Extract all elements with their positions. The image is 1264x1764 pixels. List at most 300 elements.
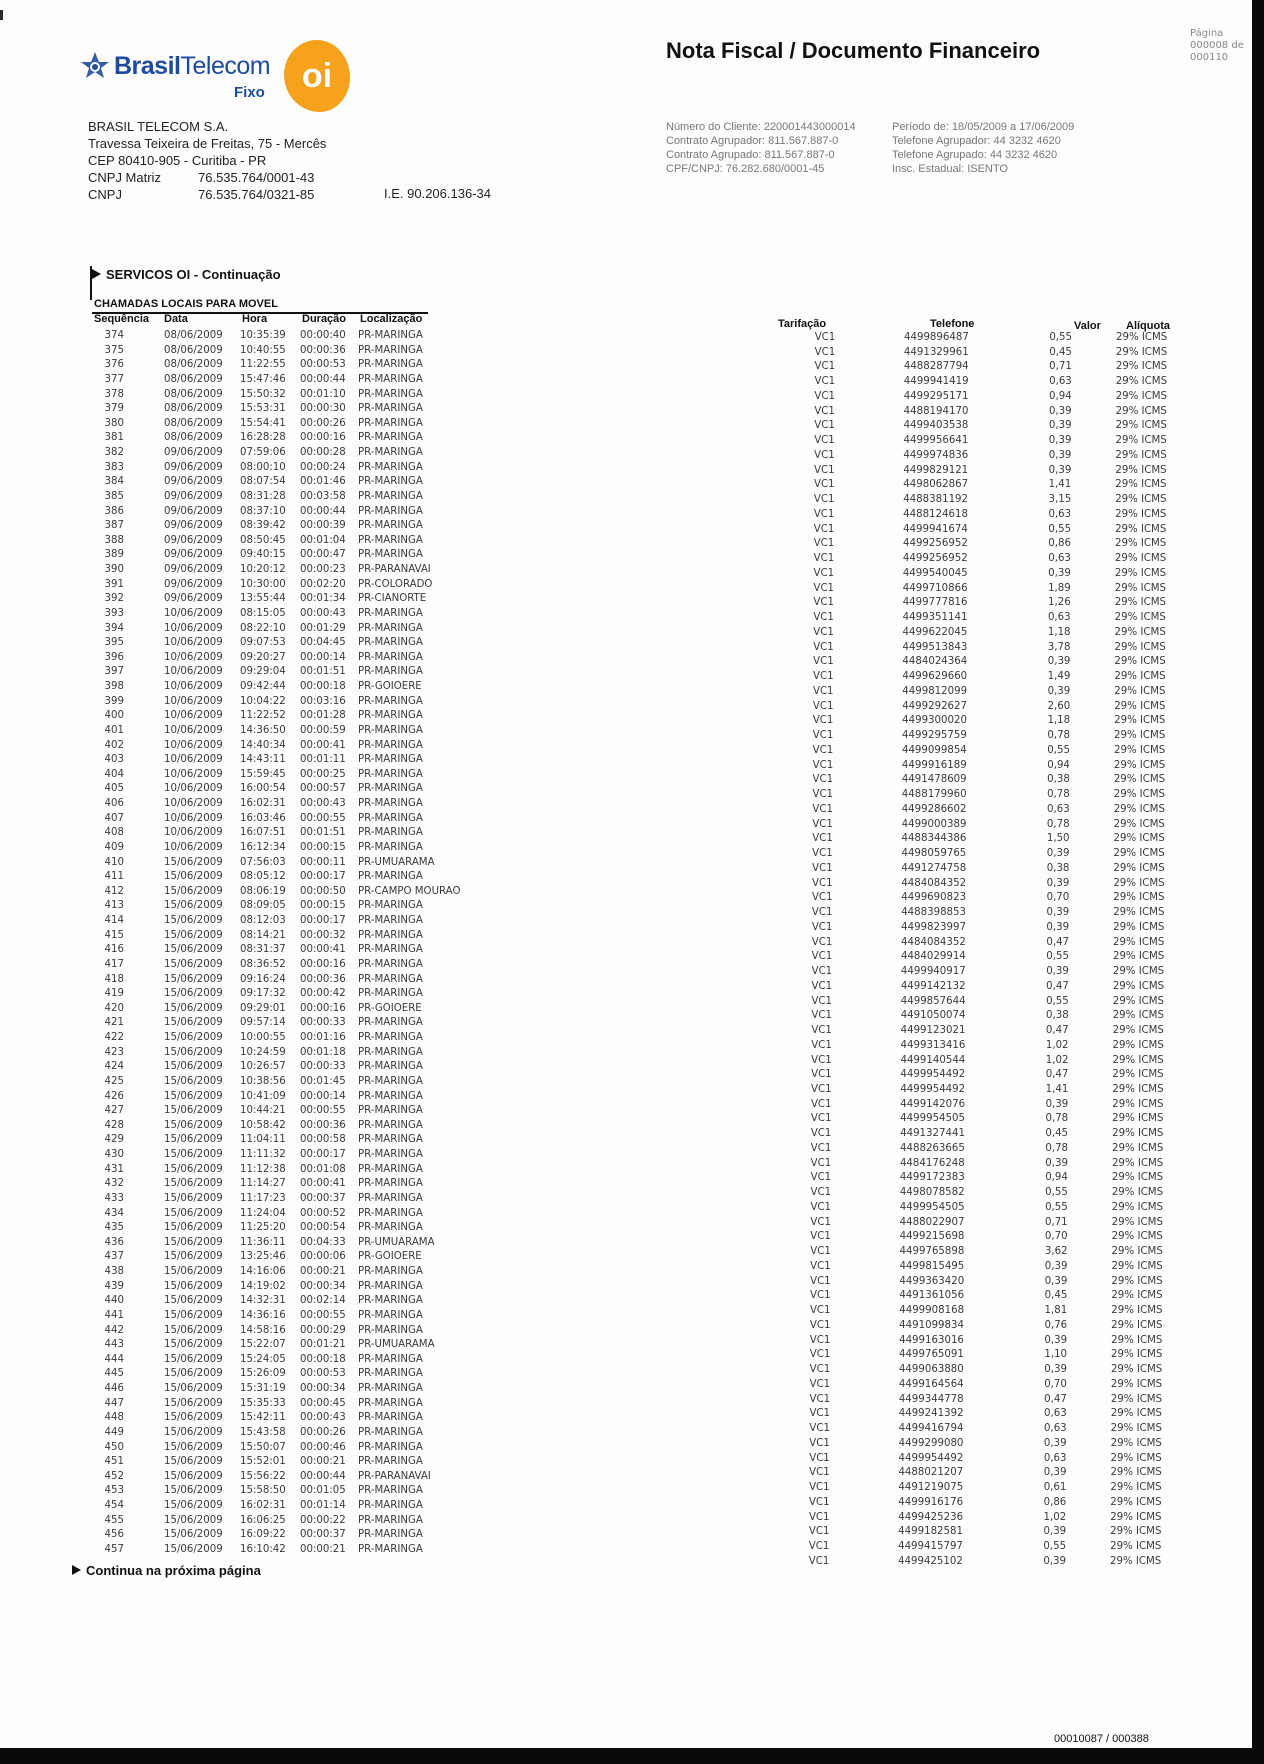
- cell-hora: 07:56:03: [240, 856, 286, 868]
- cell-hora: 15:31:19: [240, 1383, 286, 1394]
- cell-sequencia: 451: [104, 1456, 124, 1468]
- cell-localizacao: PR-MARINGA: [358, 359, 423, 371]
- cell-valor: 0,63: [1044, 1408, 1067, 1420]
- cell-telefone: 4488344386: [901, 833, 967, 845]
- cell-sequencia: 442: [104, 1324, 124, 1336]
- cell-valor: 0,39: [1044, 1334, 1068, 1346]
- cell-duracao: 00:00:32: [300, 929, 346, 941]
- cnpj-matriz-row: [88, 169, 326, 186]
- cell-aliquota: 29% ICMS: [1115, 523, 1167, 535]
- cell-hora: 08:39:42: [240, 520, 286, 532]
- cell-telefone: 4499956641: [903, 435, 969, 447]
- cell-valor: 0,86: [1048, 538, 1071, 550]
- cell-sequencia: 384: [104, 476, 124, 488]
- cell-aliquota: 29% ICMS: [1113, 936, 1165, 948]
- cell-tarifacao: VC1: [809, 1334, 831, 1346]
- cell-data: 10/06/2009: [164, 812, 223, 824]
- cell-data: 15/06/2009: [164, 988, 223, 1000]
- cell-hora: 15:24:05: [240, 1353, 286, 1365]
- cell-localizacao: PR-MARINGA: [358, 900, 423, 912]
- cell-telefone: 4499299080: [898, 1437, 964, 1449]
- cell-hora: 08:06:19: [240, 885, 286, 897]
- cell-valor: 2,60: [1047, 700, 1071, 712]
- cell-telefone: 4499941674: [903, 523, 968, 535]
- cell-telefone: 4499123021: [900, 1025, 966, 1036]
- cell-tarifacao: VC1: [809, 1378, 831, 1390]
- cell-duracao: 00:03:58: [300, 490, 346, 502]
- cell-hora: 15:50:32: [240, 388, 286, 400]
- pagina-value: 000008 de 000110: [1190, 40, 1244, 63]
- cell-sequencia: 420: [104, 1002, 124, 1014]
- cell-valor: 0,55: [1045, 1187, 1068, 1199]
- cell-sequencia: 448: [104, 1412, 124, 1424]
- cell-tarifacao: VC1: [814, 405, 835, 417]
- cell-hora: 15:50:07: [240, 1441, 286, 1453]
- cell-duracao: 00:01:18: [300, 1046, 346, 1058]
- cell-telefone: 4499954492: [898, 1452, 964, 1464]
- cell-telefone: 4491329961: [903, 346, 969, 358]
- cell-telefone: 4499295759: [902, 730, 967, 742]
- numero-cliente: Número do Cliente: 220001443000014: [666, 121, 856, 133]
- cell-valor: 0,39: [1048, 405, 1072, 417]
- cell-telefone: 4499908168: [899, 1305, 965, 1317]
- cell-localizacao: PR-MARINGA: [358, 724, 423, 736]
- cell-tarifacao: VC1: [811, 951, 833, 963]
- cell-sequencia: 388: [104, 534, 124, 546]
- cell-duracao: 00:00:37: [300, 1529, 346, 1541]
- cell-localizacao: PR-MARINGA: [358, 1456, 423, 1468]
- cell-hora: 14:43:11: [240, 754, 286, 766]
- cell-data: 15/06/2009: [164, 1470, 223, 1482]
- cell-localizacao: PR-MARINGA: [358, 622, 423, 634]
- cell-telefone: 4499313416: [900, 1039, 966, 1051]
- cell-duracao: 00:00:36: [300, 1119, 346, 1131]
- cell-sequencia: 432: [104, 1178, 124, 1190]
- cell-valor: 0,47: [1045, 1025, 1069, 1036]
- cell-duracao: 00:00:16: [300, 1002, 346, 1014]
- cell-aliquota: 29% ICMS: [1111, 1305, 1163, 1317]
- cell-duracao: 00:04:45: [300, 637, 346, 649]
- cell-aliquota: 29% ICMS: [1112, 1025, 1164, 1036]
- cnpj-value: 76.535.764/0321-85: [198, 187, 315, 202]
- cell-data: 15/06/2009: [164, 915, 223, 926]
- cell-telefone: 4499099854: [901, 744, 967, 756]
- cell-hora: 15:42:11: [240, 1412, 286, 1424]
- col-aliquota: Alíquota: [1126, 320, 1170, 332]
- oi-logo: oi: [284, 40, 350, 112]
- cell-sequencia: 394: [104, 622, 124, 634]
- cell-localizacao: PR-MARINGA: [358, 739, 423, 751]
- cell-duracao: 00:00:14: [300, 651, 346, 663]
- cell-tarifacao: VC1: [811, 995, 833, 1007]
- cell-duracao: 00:00:11: [300, 856, 346, 868]
- cell-aliquota: 29% ICMS: [1110, 1423, 1162, 1435]
- cell-hora: 11:22:55: [240, 359, 286, 371]
- cell-valor: 0,39: [1044, 1275, 1068, 1287]
- cell-valor: 0,39: [1044, 1364, 1067, 1376]
- cell-localizacao: PR-MARINGA: [358, 1207, 423, 1219]
- cell-localizacao: PR-MARINGA: [358, 710, 423, 722]
- cell-valor: 0,78: [1047, 730, 1071, 742]
- cell-aliquota: 29% ICMS: [1114, 671, 1166, 683]
- cell-valor: 0,61: [1043, 1482, 1067, 1494]
- cell-sequencia: 453: [104, 1485, 124, 1497]
- cell-valor: 0,63: [1048, 553, 1071, 565]
- cell-valor: 0,70: [1046, 892, 1070, 904]
- cell-hora: 08:31:37: [240, 944, 286, 956]
- cell-localizacao: PR-MARINGA: [358, 1441, 423, 1453]
- cell-telefone: 4499172383: [899, 1172, 965, 1184]
- cell-telefone: 4488398853: [901, 907, 967, 919]
- cell-telefone: 4499710866: [902, 582, 968, 594]
- cell-data: 09/06/2009: [164, 476, 223, 488]
- cell-data: 15/06/2009: [164, 1514, 223, 1526]
- col-localizacao: Localização: [360, 313, 423, 325]
- cell-tarifacao: VC1: [809, 1408, 831, 1420]
- cell-localizacao: PR-MARINGA: [358, 1280, 423, 1292]
- cell-duracao: 00:01:28: [300, 710, 346, 722]
- cell-localizacao: PR-UMUARAMA: [358, 1339, 435, 1351]
- cell-sequencia: 392: [104, 593, 124, 605]
- cell-hora: 10:24:59: [240, 1046, 286, 1058]
- cell-data: 08/06/2009: [164, 403, 223, 415]
- cell-data: 15/06/2009: [164, 1324, 223, 1336]
- cnpj-label: CNPJ: [88, 187, 122, 202]
- cell-aliquota: 29% ICMS: [1110, 1452, 1162, 1464]
- cell-data: 15/06/2009: [164, 885, 223, 897]
- cell-hora: 16:09:22: [240, 1529, 286, 1541]
- cell-sequencia: 429: [104, 1134, 124, 1146]
- cell-localizacao: PR-UMUARAMA: [358, 1236, 435, 1248]
- cell-aliquota: 29% ICMS: [1112, 1039, 1164, 1051]
- cell-localizacao: PR-MARINGA: [358, 929, 423, 941]
- cell-localizacao: PR-MARINGA: [358, 432, 423, 444]
- cell-valor: 0,39: [1048, 464, 1072, 476]
- cell-data: 15/06/2009: [164, 1105, 223, 1117]
- cell-valor: 0,39: [1048, 567, 1071, 579]
- cell-localizacao: PR-CAMPO MOURAO: [358, 885, 461, 897]
- cell-data: 15/06/2009: [164, 1383, 223, 1394]
- cell-valor: 0,94: [1045, 1172, 1068, 1184]
- cell-localizacao: PR-MARINGA: [358, 476, 423, 488]
- cell-hora: 09:16:24: [240, 973, 286, 985]
- cell-tarifacao: VC1: [809, 1482, 830, 1494]
- cell-hora: 14:19:02: [240, 1280, 286, 1292]
- cell-valor: 0,76: [1044, 1319, 1068, 1331]
- cell-hora: 11:11:32: [240, 1149, 286, 1160]
- cell-valor: 0,63: [1043, 1452, 1067, 1464]
- cell-sequencia: 424: [104, 1061, 124, 1073]
- periodo: Período de: 18/05/2009 a 17/06/2009: [892, 121, 1075, 133]
- cell-duracao: 00:00:17: [300, 871, 346, 883]
- cell-data: 10/06/2009: [164, 622, 223, 634]
- cell-hora: 10:30:00: [240, 578, 286, 590]
- cell-duracao: 00:00:33: [300, 1061, 346, 1073]
- cell-tarifacao: VC1: [813, 494, 835, 506]
- cell-data: 10/06/2009: [164, 710, 223, 722]
- cell-telefone: 4499363420: [899, 1275, 965, 1287]
- contrato-agrupado: Contrato Agrupado: 811.567.887-0: [666, 149, 835, 161]
- cell-data: 15/06/2009: [164, 1368, 223, 1380]
- cell-localizacao: PR-MARINGA: [358, 447, 423, 458]
- cell-valor: 0,39: [1046, 966, 1069, 978]
- cell-hora: 10:04:22: [240, 695, 286, 707]
- cell-tarifacao: VC1: [810, 1098, 832, 1110]
- cell-data: 15/06/2009: [164, 1178, 223, 1190]
- cell-telefone: 4499954492: [900, 1069, 966, 1081]
- cell-valor: 3,78: [1047, 641, 1071, 653]
- cell-localizacao: PR-MARINGA: [358, 695, 423, 707]
- cell-valor: 0,71: [1044, 1216, 1068, 1228]
- cell-localizacao: PR-MARINGA: [358, 1046, 423, 1058]
- cell-aliquota: 29% ICMS: [1111, 1246, 1163, 1258]
- cell-data: 10/06/2009: [164, 783, 223, 795]
- cell-valor: 0,39: [1046, 921, 1070, 933]
- cell-hora: 08:14:21: [240, 929, 286, 941]
- cell-aliquota: 29% ICMS: [1114, 685, 1166, 697]
- cell-tarifacao: VC1: [813, 641, 834, 653]
- cell-aliquota: 29% ICMS: [1115, 508, 1167, 520]
- cell-duracao: 00:00:15: [300, 900, 346, 912]
- cell-localizacao: PR-MARINGA: [358, 637, 423, 649]
- cell-sequencia: 426: [104, 1090, 124, 1102]
- cell-hora: 08:12:03: [240, 915, 286, 926]
- cell-localizacao: PR-MARINGA: [358, 827, 423, 839]
- cell-data: 15/06/2009: [164, 1500, 223, 1511]
- cell-aliquota: 29% ICMS: [1115, 494, 1167, 506]
- cell-hora: 15:22:07: [240, 1339, 286, 1351]
- cell-tarifacao: VC1: [813, 626, 834, 638]
- cell-valor: 0,47: [1046, 936, 1070, 948]
- cell-localizacao: PR-MARINGA: [358, 871, 423, 883]
- cell-duracao: 00:00:44: [300, 505, 346, 517]
- cell-data: 08/06/2009: [164, 344, 223, 356]
- cell-data: 15/06/2009: [164, 1397, 223, 1409]
- cell-tarifacao: VC1: [809, 1319, 831, 1331]
- cell-duracao: 00:01:04: [300, 534, 346, 546]
- cell-duracao: 00:00:29: [300, 1324, 346, 1336]
- cell-tarifacao: VC1: [811, 907, 833, 919]
- cell-hora: 15:54:41: [240, 417, 286, 429]
- cell-aliquota: 29% ICMS: [1111, 1187, 1164, 1199]
- cell-duracao: 00:03:16: [300, 695, 346, 707]
- cell-hora: 13:25:46: [240, 1251, 286, 1263]
- cell-data: 15/06/2009: [164, 944, 223, 956]
- cell-aliquota: 29% ICMS: [1110, 1467, 1162, 1479]
- cell-localizacao: PR-MARINGA: [358, 783, 423, 795]
- cell-data: 15/06/2009: [164, 1280, 223, 1292]
- cell-tarifacao: VC1: [810, 1275, 831, 1287]
- cnpj-matriz-value: 76.535.764/0001-43: [198, 170, 315, 185]
- cell-telefone: 4499292627: [902, 700, 968, 712]
- cell-aliquota: 29% ICMS: [1111, 1157, 1164, 1169]
- cell-sequencia: 399: [104, 695, 124, 707]
- cell-aliquota: 29% ICMS: [1114, 715, 1166, 727]
- cell-hora: 13:55:44: [240, 593, 286, 605]
- cell-localizacao: PR-GOIOERE: [358, 681, 422, 692]
- cell-tarifacao: VC1: [814, 376, 836, 388]
- cell-valor: 0,39: [1043, 1555, 1067, 1567]
- cell-tarifacao: VC1: [810, 1246, 831, 1258]
- cell-sequencia: 377: [104, 373, 124, 385]
- cell-tarifacao: VC1: [812, 715, 834, 727]
- cell-valor: 1,10: [1044, 1349, 1068, 1361]
- cell-hora: 09:07:53: [240, 637, 286, 649]
- cell-valor: 0,78: [1046, 818, 1070, 830]
- telefone-agrupador: Telefone Agrupador: 44 3232 4620: [892, 135, 1061, 147]
- cell-localizacao: PR-MARINGA: [358, 1119, 423, 1131]
- cell-hora: 15:53:31: [240, 403, 286, 415]
- cell-data: 15/06/2009: [164, 1426, 223, 1438]
- cell-duracao: 00:01:45: [300, 1075, 346, 1087]
- cell-hora: 16:10:42: [240, 1543, 286, 1555]
- cell-telefone: 4484084352: [901, 877, 967, 889]
- cell-sequencia: 428: [104, 1119, 124, 1131]
- cell-sequencia: 382: [104, 447, 124, 458]
- cell-duracao: 00:00:39: [300, 520, 346, 532]
- cell-sequencia: 393: [104, 607, 124, 619]
- cell-aliquota: 29% ICMS: [1112, 1054, 1164, 1066]
- continua-label: Continua na próxima página: [72, 1563, 261, 1578]
- cell-aliquota: 29% ICMS: [1113, 921, 1165, 933]
- cell-tarifacao: VC1: [813, 553, 835, 565]
- cell-tarifacao: VC1: [814, 420, 835, 432]
- cell-telefone: 4499954505: [900, 1113, 965, 1125]
- cell-localizacao: PR-MARINGA: [358, 1149, 423, 1160]
- cell-aliquota: 29% ICMS: [1114, 656, 1166, 668]
- cell-data: 10/06/2009: [164, 754, 223, 766]
- cell-localizacao: PR-PARANAVAI: [358, 564, 431, 575]
- cell-tarifacao: VC1: [810, 1290, 831, 1302]
- col-duracao: Duração: [302, 313, 347, 325]
- cell-telefone: 4499063880: [898, 1364, 964, 1376]
- cell-aliquota: 29% ICMS: [1111, 1216, 1163, 1228]
- cell-localizacao: PR-MARINGA: [358, 1514, 423, 1526]
- cell-valor: 0,78: [1045, 1142, 1069, 1154]
- cell-localizacao: PR-MARINGA: [358, 973, 423, 985]
- cell-duracao: 00:00:15: [300, 841, 346, 853]
- cell-sequencia: 450: [104, 1441, 124, 1453]
- cell-valor: 0,39: [1048, 435, 1072, 447]
- cell-localizacao: PR-MARINGA: [358, 1324, 423, 1336]
- cell-telefone: 4499163016: [899, 1334, 964, 1346]
- cell-tarifacao: VC1: [812, 862, 833, 874]
- cell-tarifacao: VC1: [813, 671, 834, 683]
- cell-telefone: 4491099834: [899, 1319, 964, 1331]
- cell-localizacao: PR-MARINGA: [358, 1266, 423, 1277]
- cell-duracao: 00:01:10: [300, 388, 346, 400]
- cell-sequencia: 418: [104, 973, 124, 985]
- brand-sub: Fixo: [234, 84, 265, 101]
- cell-telefone: 4488194170: [903, 405, 969, 417]
- cell-hora: 15:58:50: [240, 1485, 286, 1497]
- cell-telefone: 4499896487: [904, 332, 969, 343]
- cell-localizacao: PR-MARINGA: [358, 1353, 423, 1365]
- cell-sequencia: 452: [104, 1470, 124, 1482]
- cell-duracao: 00:01:11: [300, 754, 346, 766]
- cell-tarifacao: VC1: [813, 582, 835, 594]
- cell-localizacao: PR-MARINGA: [358, 1500, 423, 1511]
- cell-telefone: 4491050074: [900, 1010, 966, 1022]
- cell-data: 09/06/2009: [164, 447, 223, 458]
- cell-localizacao: PR-MARINGA: [358, 1295, 423, 1307]
- cell-duracao: 00:00:25: [300, 768, 346, 780]
- cell-data: 09/06/2009: [164, 461, 223, 473]
- cell-tarifacao: VC1: [813, 597, 834, 609]
- cell-valor: 0,86: [1043, 1496, 1067, 1508]
- cell-valor: 0,78: [1045, 1113, 1069, 1125]
- cell-data: 08/06/2009: [164, 388, 223, 400]
- cell-data: 09/06/2009: [164, 505, 223, 517]
- cell-tarifacao: VC1: [810, 1128, 832, 1140]
- cell-data: 15/06/2009: [164, 1046, 223, 1058]
- cell-aliquota: 29% ICMS: [1113, 862, 1165, 874]
- cell-telefone: 4499425102: [898, 1555, 963, 1567]
- cell-aliquota: 29% ICMS: [1112, 1113, 1164, 1125]
- cell-tarifacao: VC1: [813, 508, 835, 520]
- cell-valor: 0,70: [1044, 1378, 1067, 1390]
- cell-hora: 10:38:56: [240, 1075, 286, 1087]
- cell-valor: 0,63: [1047, 803, 1070, 815]
- cell-localizacao: PR-MARINGA: [358, 1397, 423, 1409]
- cell-duracao: 00:00:40: [300, 330, 346, 341]
- cell-tarifacao: VC1: [808, 1526, 830, 1538]
- cell-valor: 1,49: [1047, 671, 1071, 683]
- cell-data: 15/06/2009: [164, 1236, 223, 1248]
- cell-sequencia: 431: [104, 1163, 124, 1175]
- cell-tarifacao: VC1: [814, 346, 836, 358]
- cell-sequencia: 430: [104, 1149, 124, 1160]
- cell-aliquota: 29% ICMS: [1115, 361, 1168, 373]
- cell-telefone: 4499622045: [902, 626, 968, 638]
- inscricao-estadual: I.E. 90.206.136-34: [384, 186, 491, 201]
- cell-tarifacao: VC1: [811, 1054, 832, 1066]
- cell-localizacao: PR-MARINGA: [358, 388, 423, 400]
- cell-data: 15/06/2009: [164, 1295, 223, 1307]
- cell-tarifacao: VC1: [810, 1142, 832, 1154]
- cell-localizacao: PR-MARINGA: [358, 505, 423, 517]
- cell-telefone: 4499690823: [901, 892, 967, 904]
- cell-telefone: 4499857644: [900, 995, 966, 1007]
- cell-data: 08/06/2009: [164, 373, 223, 385]
- cell-aliquota: 29% ICMS: [1113, 744, 1166, 756]
- cell-tarifacao: VC1: [814, 449, 835, 461]
- col-valor: Valor: [1074, 320, 1101, 332]
- cell-valor: 0,63: [1049, 376, 1072, 388]
- cell-localizacao: PR-MARINGA: [358, 607, 423, 619]
- cell-valor: 0,55: [1049, 332, 1072, 343]
- cell-telefone: 4491327441: [900, 1128, 965, 1140]
- cell-valor: 0,39: [1047, 685, 1071, 697]
- cell-data: 15/06/2009: [164, 1251, 223, 1263]
- cell-valor: 0,94: [1047, 759, 1070, 771]
- cell-duracao: 00:00:33: [300, 1017, 346, 1029]
- cell-aliquota: 29% ICMS: [1115, 449, 1167, 461]
- cell-valor: 0,55: [1047, 744, 1070, 756]
- cell-aliquota: 29% ICMS: [1113, 833, 1165, 845]
- cell-duracao: 00:00:26: [300, 1426, 346, 1438]
- cell-aliquota: 29% ICMS: [1115, 390, 1167, 402]
- cell-localizacao: PR-MARINGA: [358, 1529, 423, 1541]
- cell-tarifacao: VC1: [813, 567, 835, 579]
- cell-sequencia: 401: [104, 724, 124, 736]
- cell-sequencia: 414: [104, 915, 124, 926]
- cell-hora: 09:40:15: [240, 549, 286, 561]
- cell-localizacao: PR-MARINGA: [358, 944, 423, 956]
- cell-hora: 08:09:05: [240, 900, 286, 912]
- cell-hora: 14:16:06: [240, 1266, 286, 1277]
- cell-sequencia: 381: [104, 432, 124, 444]
